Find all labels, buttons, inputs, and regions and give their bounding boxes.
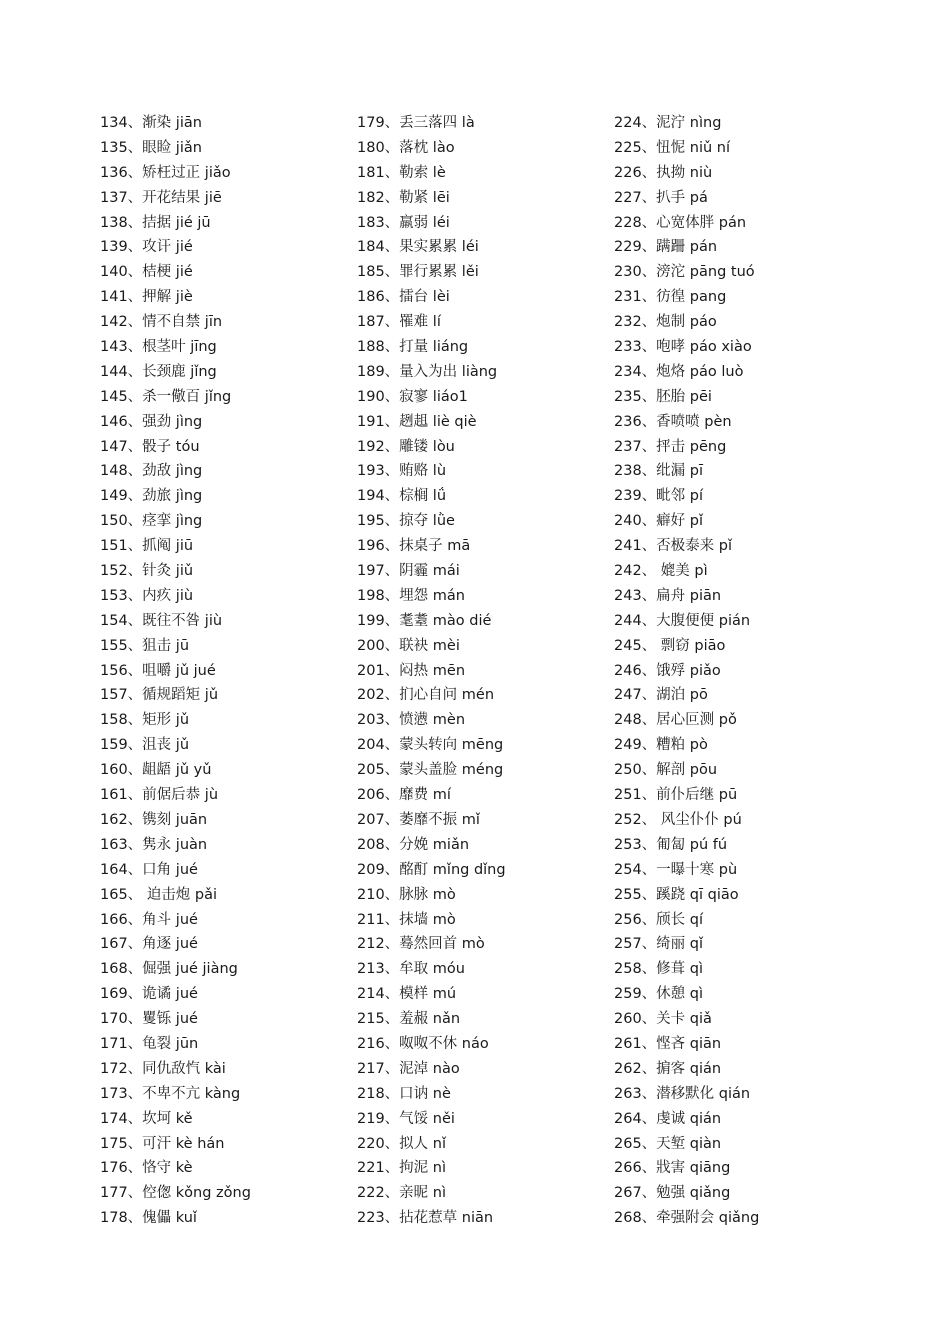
vocab-entry: 190、寂寥 liáo1 <box>357 388 468 405</box>
vocab-entry: 226、执拗 niù <box>614 164 713 181</box>
vocab-entry: 192、雕镂 lòu <box>357 438 455 455</box>
vocab-entry: 163、隽永 juàn <box>100 836 208 853</box>
vocab-entry: 225、忸怩 niǔ ní <box>614 139 731 156</box>
vocab-entry: 176、恪守 kè <box>100 1160 193 1177</box>
vocab-entry: 231、彷徨 pang <box>614 289 727 306</box>
vocab-entry: 197、阴霾 mái <box>357 563 460 580</box>
vocab-entry: 261、悭吝 qiān <box>614 1035 722 1052</box>
vocab-entry: 264、虔诚 qián <box>614 1110 722 1127</box>
vocab-entry: 202、扪心自问 mén <box>357 687 495 704</box>
entry-column-3 <box>614 111 864 1231</box>
vocab-entry: 179、丢三落四 là <box>357 115 475 131</box>
vocab-entry: 211、抹墙 mò <box>357 911 456 928</box>
vocab-entry: 228、心宽体胖 pán <box>614 214 747 231</box>
vocab-entry: 201、闷热 mēn <box>357 662 466 679</box>
vocab-entry: 244、大腹便便 pián <box>614 612 751 629</box>
vocab-entry: 205、蒙头盖脸 méng <box>357 762 504 779</box>
vocab-entry: 165、 迫击炮 pǎi <box>100 886 218 903</box>
vocab-entry: 221、拘泥 nì <box>357 1160 447 1177</box>
vocab-entry: 222、亲昵 nì <box>357 1185 447 1202</box>
vocab-entry: 218、口讷 nè <box>357 1085 451 1102</box>
vocab-entry: 195、掠夺 lǜe <box>357 513 455 530</box>
vocab-entry: 251、前仆后继 pū <box>614 787 738 804</box>
vocab-entry: 148、劲敌 jìng <box>100 463 203 480</box>
vocab-entry: 215、羞赧 nǎn <box>357 1011 461 1028</box>
vocab-entry: 188、打量 liáng <box>357 339 469 356</box>
vocab-entry: 158、矩形 jǔ <box>100 712 190 729</box>
vocab-entry: 239、毗邻 pí <box>614 488 704 505</box>
vocab-entry: 141、押解 jiè <box>100 289 193 306</box>
vocab-entry: 183、羸弱 léi <box>357 214 450 231</box>
vocab-entry: 204、蒙头转向 mēng <box>357 737 504 754</box>
vocab-entry: 262、掮客 qián <box>614 1060 722 1077</box>
vocab-entry: 229、蹒跚 pán <box>614 239 718 256</box>
vocab-entry: 247、湖泊 pō <box>614 687 708 704</box>
vocab-entry: 263、潜移默化 qián <box>614 1085 751 1102</box>
vocab-entry: 230、滂沱 pāng tuó <box>614 264 755 281</box>
vocab-entry: 252、 风尘仆仆 pú <box>614 811 742 828</box>
vocab-entry: 172、同仇敌忾 kài <box>100 1060 226 1077</box>
vocab-entry: 196、抹桌子 mā <box>357 538 471 555</box>
vocab-entry: 152、针灸 jiǔ <box>100 563 194 580</box>
vocab-entry: 259、休憩 qì <box>614 986 704 1003</box>
vocab-entry: 260、关卡 qiǎ <box>614 1011 712 1028</box>
vocab-entry: 206、靡费 mí <box>357 787 451 804</box>
vocab-entry: 235、胚胎 pēi <box>614 388 712 405</box>
vocab-entry: 150、痉挛 jìng <box>100 513 203 530</box>
vocab-entry: 203、愤懑 mèn <box>357 712 466 729</box>
vocab-entry: 147、骰子 tóu <box>100 438 200 455</box>
vocab-entry: 162、镌刻 juān <box>100 811 208 828</box>
vocab-entry: 144、长颈鹿 jǐng <box>100 363 217 380</box>
vocab-entry: 227、扒手 pá <box>614 189 708 206</box>
vocab-entry: 159、沮丧 jǔ <box>100 737 190 754</box>
vocab-entry: 142、情不自禁 jīn <box>100 314 223 331</box>
entry-column-2 <box>357 111 607 1231</box>
vocab-entry: 166、角斗 jué <box>100 911 198 928</box>
vocab-entry: 153、内疚 jiù <box>100 587 194 604</box>
vocab-entry: 212、蓦然回首 mò <box>357 936 485 953</box>
vocab-entry: 248、居心叵测 pǒ <box>614 712 737 729</box>
vocab-entry: 268、牵强附会 qiǎng <box>614 1210 760 1227</box>
vocab-entry: 155、狙击 jū <box>100 637 190 654</box>
vocab-entry: 207、萎靡不振 mǐ <box>357 811 480 828</box>
vocab-entry: 157、循规蹈矩 jǔ <box>100 687 219 704</box>
vocab-entry: 167、角逐 jué <box>100 936 198 953</box>
vocab-entry: 254、一曝十寒 pù <box>614 861 738 878</box>
vocab-entry: 160、龃龉 jǔ yǔ <box>100 762 212 779</box>
vocab-entry: 200、联袂 mèi <box>357 637 460 654</box>
vocab-entry: 237、抨击 pēng <box>614 438 727 455</box>
vocab-entry: 143、根茎叶 jīng <box>100 339 217 356</box>
vocab-entry: 236、香喷喷 pèn <box>614 413 732 430</box>
vocab-entry: 249、糟粕 pò <box>614 737 708 754</box>
vocab-entry: 168、倔强 jué jiàng <box>100 961 238 978</box>
vocab-entry: 181、勒索 lè <box>357 164 446 181</box>
vocab-entry: 219、气馁 něi <box>357 1110 455 1127</box>
vocab-entry: 214、模样 mú <box>357 986 457 1003</box>
vocab-entry: 232、炮制 páo <box>614 314 717 331</box>
vocab-entry: 243、扁舟 piān <box>614 587 722 604</box>
vocab-entry: 220、拟人 nǐ <box>357 1135 447 1152</box>
vocab-entry: 198、埋怨 mán <box>357 587 465 604</box>
vocab-entry: 136、矫枉过正 jiǎo <box>100 164 231 181</box>
vocab-entry: 185、罪行累累 lěi <box>357 264 479 281</box>
vocab-entry: 255、蹊跷 qī qiāo <box>614 886 739 903</box>
vocab-entry: 209、酩酊 mǐng dǐng <box>357 861 506 878</box>
vocab-entry: 240、癖好 pǐ <box>614 513 704 530</box>
vocab-entry: 138、拮据 jié jū <box>100 214 211 231</box>
vocab-entry: 184、果实累累 léi <box>357 239 479 256</box>
vocab-entry: 233、咆哮 páo xiào <box>614 339 752 356</box>
vocab-entry: 191、趔趄 liè qiè <box>357 413 477 430</box>
vocab-entry: 149、劲旅 jìng <box>100 488 203 505</box>
vocab-entry: 186、擂台 lèi <box>357 289 450 306</box>
vocab-entry: 213、牟取 móu <box>357 961 465 978</box>
vocab-entry: 169、诡谲 jué <box>100 986 198 1003</box>
vocab-entry: 257、绮丽 qǐ <box>614 936 704 953</box>
vocab-entry: 170、矍铄 jué <box>100 1011 198 1028</box>
vocab-entry: 246、饿殍 piǎo <box>614 662 721 679</box>
vocab-entry: 223、拈花惹草 niān <box>357 1210 494 1227</box>
vocab-entry: 161、前倨后恭 jù <box>100 787 219 804</box>
vocab-entry: 189、量入为出 liàng <box>357 363 498 380</box>
vocab-entry: 253、匍匐 pú fú <box>614 836 728 853</box>
vocab-entry: 137、开花结果 jiē <box>100 189 222 206</box>
vocab-entry: 208、分娩 miǎn <box>357 836 470 853</box>
vocab-entry: 210、脉脉 mò <box>357 886 456 903</box>
vocab-entry: 199、耄耋 mào dié <box>357 612 492 629</box>
vocab-entry: 217、泥淖 nào <box>357 1060 460 1077</box>
vocab-entry: 266、戕害 qiāng <box>614 1160 731 1177</box>
vocab-entry: 241、否极泰来 pǐ <box>614 538 733 555</box>
vocab-entry: 134、渐染 jiān <box>100 115 202 131</box>
vocab-entry: 171、龟裂 jūn <box>100 1035 199 1052</box>
vocab-entry: 135、眼睑 jiǎn <box>100 139 202 156</box>
entry-column-1 <box>100 111 350 1231</box>
vocab-entry: 245、 剽窃 piāo <box>614 637 726 654</box>
vocab-entry: 180、落枕 lào <box>357 139 455 156</box>
vocab-entry: 154、既往不咎 jiù <box>100 612 223 629</box>
vocab-entry: 250、解剖 pōu <box>614 762 718 779</box>
vocab-entry: 151、抓阄 jiū <box>100 538 194 555</box>
vocab-entry: 173、不卑不亢 kàng <box>100 1085 241 1102</box>
vocab-entry: 224、泥泞 nìng <box>614 115 722 131</box>
vocab-entry: 140、桔梗 jié <box>100 264 193 281</box>
vocab-entry: 145、杀一儆百 jǐng <box>100 388 232 405</box>
vocab-entry: 146、强劲 jìng <box>100 413 203 430</box>
vocab-entry: 194、棕榈 lǘ <box>357 488 447 505</box>
vocab-entry: 256、颀长 qí <box>614 911 704 928</box>
vocab-entry: 187、罹难 lí <box>357 314 441 331</box>
vocab-entry: 164、口角 jué <box>100 861 198 878</box>
vocab-entry: 216、呶呶不休 náo <box>357 1035 489 1052</box>
vocab-entry: 193、贿赂 lù <box>357 463 447 480</box>
vocab-entry: 234、炮烙 páo luò <box>614 363 744 380</box>
vocab-entry: 258、修葺 qì <box>614 961 704 978</box>
vocab-entry: 174、坎坷 kě <box>100 1110 193 1127</box>
vocab-entry: 267、勉强 qiǎng <box>614 1185 731 1202</box>
vocab-entry: 242、 媲美 pì <box>614 563 708 580</box>
vocab-entry: 156、咀嚼 jǔ jué <box>100 662 216 679</box>
vocab-entry: 238、纰漏 pī <box>614 463 704 480</box>
vocab-entry: 265、天堑 qiàn <box>614 1135 722 1152</box>
vocab-entry: 182、勒紧 lēi <box>357 189 450 206</box>
vocab-entry: 177、倥偬 kǒng zǒng <box>100 1185 251 1202</box>
vocab-entry: 178、傀儡 kuǐ <box>100 1210 197 1227</box>
vocab-entry: 139、攻讦 jié <box>100 239 193 256</box>
vocab-entry: 175、可汗 kè hán <box>100 1135 225 1152</box>
